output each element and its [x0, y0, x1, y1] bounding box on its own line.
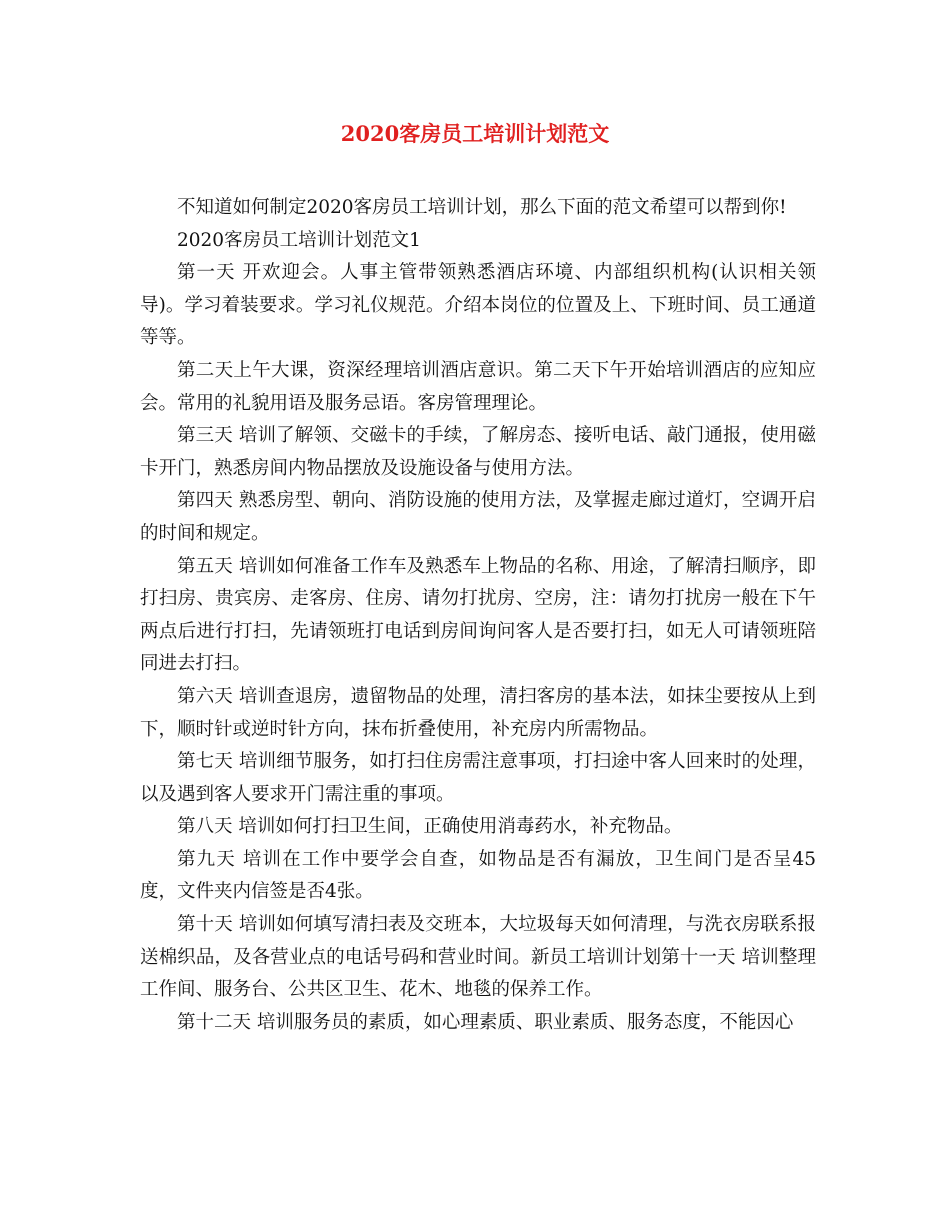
- paragraph-day-5: 第五天 培训如何准备工作车及熟悉车上物品的名称、用途，了解清扫顺序，即打扫房、贵宾房、走客房、住房、请勿打扰房、空房，注：请勿打扰房一般在下午两点后进行打扫，先请领班打电话到房间询问客人是否要打扫，如无人可请领班陪同进去打扫。: [140, 555, 816, 675]
- paragraph-day-1: 第一天 开欢迎会。人事主管带领熟悉酒店环境、内部组织机构(认识相关领导)。学习着装要求。学习礼仪规范。介绍本岗位的位置及上、下班时间、员工通道等等。: [140, 262, 816, 349]
- paragraph-subtitle: 2020客房员工培训计划范文1: [177, 229, 421, 251]
- paragraph-day-3: 第三天 培训了解领、交磁卡的手续，了解房态、接听电话、敲门通报，使用磁卡开门，熟悉房间内物品摆放及设施设备与使用方法。: [140, 425, 816, 479]
- paragraph-day-9: 第九天 培训在工作中要学会自查，如物品是否有漏放，卫生间门是否呈45度，文件夹内信签是否4张。: [140, 848, 816, 903]
- document-title: 2020客房员工培训计划范文: [340, 121, 610, 146]
- paragraph-day-6: 第六天 培训查退房，遗留物品的处理，清扫客房的基本法，如抹尘要按从上到下，顺时针或逆时针方向，抹布折叠使用，补充房内所需物品。: [140, 685, 816, 740]
- paragraph-day-4: 第四天 熟悉房型、朝向、消防设施的使用方法，及掌握走廊过道灯，空调开启的时间和规定。: [140, 490, 816, 544]
- document-body: [140, 192, 816, 1039]
- paragraph-day-2: 第二天上午大课，资深经理培训酒店意识。第二天下午开始培训酒店的应知应会。常用的礼貌用语及服务忌语。客房管理理论。: [140, 359, 816, 414]
- paragraph-day-8: 第八天 培训如何打扫卫生间，正确使用消毒药水，补充物品。: [177, 816, 683, 838]
- paragraph-intro: 不知道如何制定2020客房员工培训计划，那么下面的范文希望可以帮到你!: [177, 197, 787, 218]
- paragraph-day-10: 第十天 培训如何填写清扫表及交班本，大垃圾每天如何清理，与洗衣房联系报送棉织品，及各营业点的电话号码和营业时间。新员工培训计划第十一天 培训整理工作间、服务台、公共区卫生、花木、地毯的保养工作。: [140, 914, 816, 1001]
- paragraph-day-7: 第七天 培训细节服务，如打扫住房需注意事项，打扫途中客人回来时的处理，以及遇到客人要求开门需注重的事项。: [140, 751, 816, 805]
- paragraph-day-12: 第十二天 培训服务员的素质，如心理素质、职业素质、服务态度，不能因心: [177, 1011, 794, 1033]
